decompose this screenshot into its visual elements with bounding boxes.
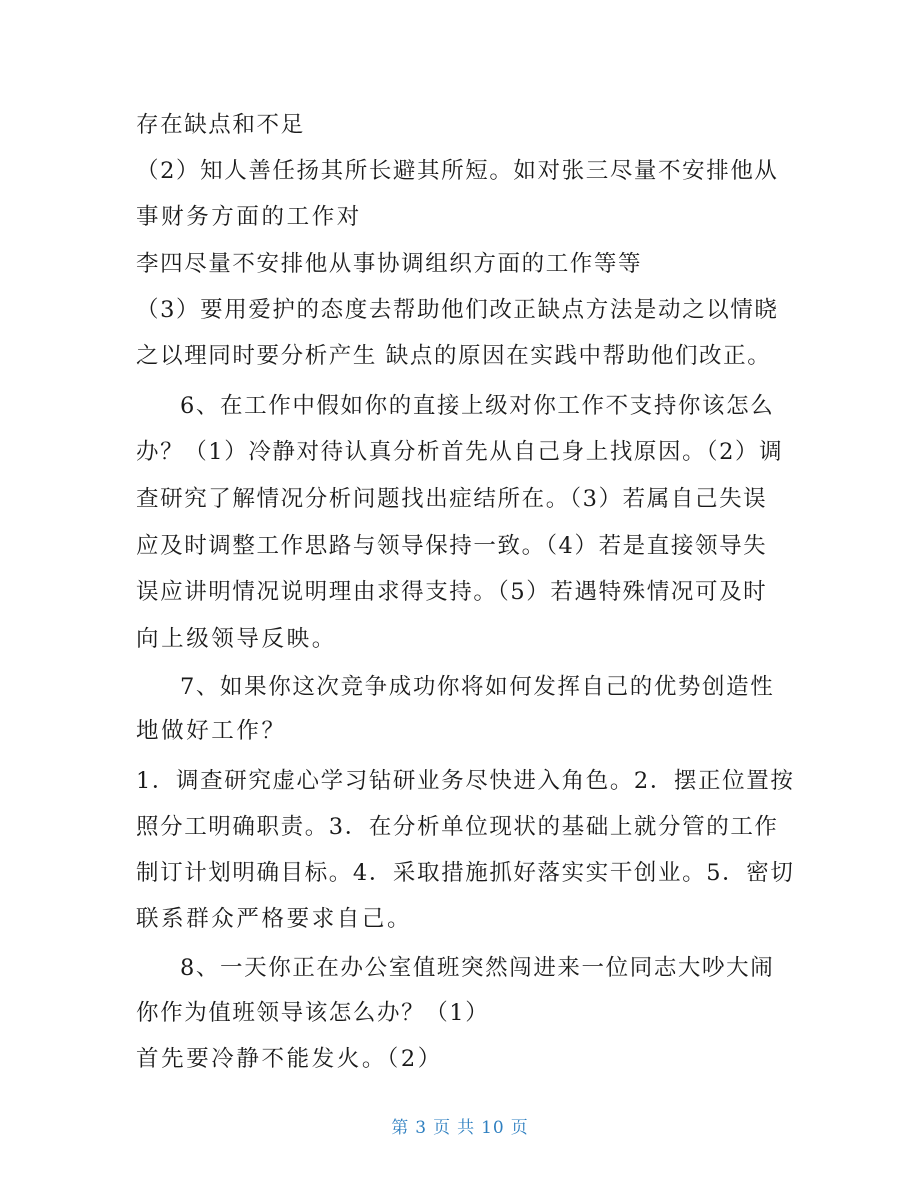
footer-page-word: 页: [433, 1118, 452, 1138]
footer-total-label: 共: [457, 1118, 476, 1138]
text-line: 查研究了解情况分析问题找出症结所在。（3）若属自己失误: [136, 486, 768, 512]
footer-total-pages: 10: [481, 1118, 505, 1138]
text-line: 李四尽量不安排他从事协调组织方面的工作等等: [136, 251, 643, 277]
text-line: 7、如果你这次竞争成功你将如何发挥自己的优势创造性: [180, 674, 775, 700]
footer-suffix: 页: [510, 1118, 529, 1138]
text-line: （3）要用爱护的态度去帮助他们改正缺点方法是动之以情晓: [136, 297, 779, 323]
text-line: 6、在工作中假如你的直接上级对你工作不支持你该怎么: [180, 393, 775, 419]
text-line: （2）知人善任扬其所长避其所短。如对张三尽量不安排他从: [136, 158, 779, 184]
text-line: 8、一天你正在办公室值班突然闯进来一位同志大吵大闹: [180, 955, 775, 981]
text-line: 首先要冷静不能发火。（2）: [136, 1046, 443, 1072]
text-line: 1．调查研究虚心学习钻研业务尽快进入角色。2．摆正位置按: [136, 768, 795, 794]
text-line: 存在缺点和不足: [136, 112, 305, 138]
text-line: 误应讲明情况说明理由求得支持。（5）若遇特殊情况可及时: [136, 579, 768, 605]
text-line: 联系群众严格要求自己。: [136, 906, 413, 932]
page-footer: [0, 1113, 920, 1138]
text-line: 制订计划明确目标。4．采取措施抓好落实实干创业。5．密切: [136, 860, 795, 886]
text-line: 应及时调整工作思路与领导保持一致。（4）若是直接领导失: [136, 533, 768, 559]
text-line: 事财务方面的工作对: [136, 204, 362, 230]
text-line: 照分工明确职责。3．在分析单位现状的基础上就分管的工作: [136, 814, 779, 840]
text-line: 地做好工作？: [136, 718, 287, 744]
text-line: 向上级领导反映。: [136, 626, 337, 652]
footer-prefix: 第: [391, 1118, 410, 1138]
footer-current-page: 3: [415, 1118, 428, 1138]
text-line: 办？（1）冷静对待认真分析首先从自己身上找原因。（2）调: [136, 439, 784, 465]
text-line: 之以理同时要分析产生 缺点的原因在实践中帮助他们改正。: [136, 343, 772, 369]
text-line: 你作为值班领导该怎么办？（1）: [136, 1000, 490, 1026]
